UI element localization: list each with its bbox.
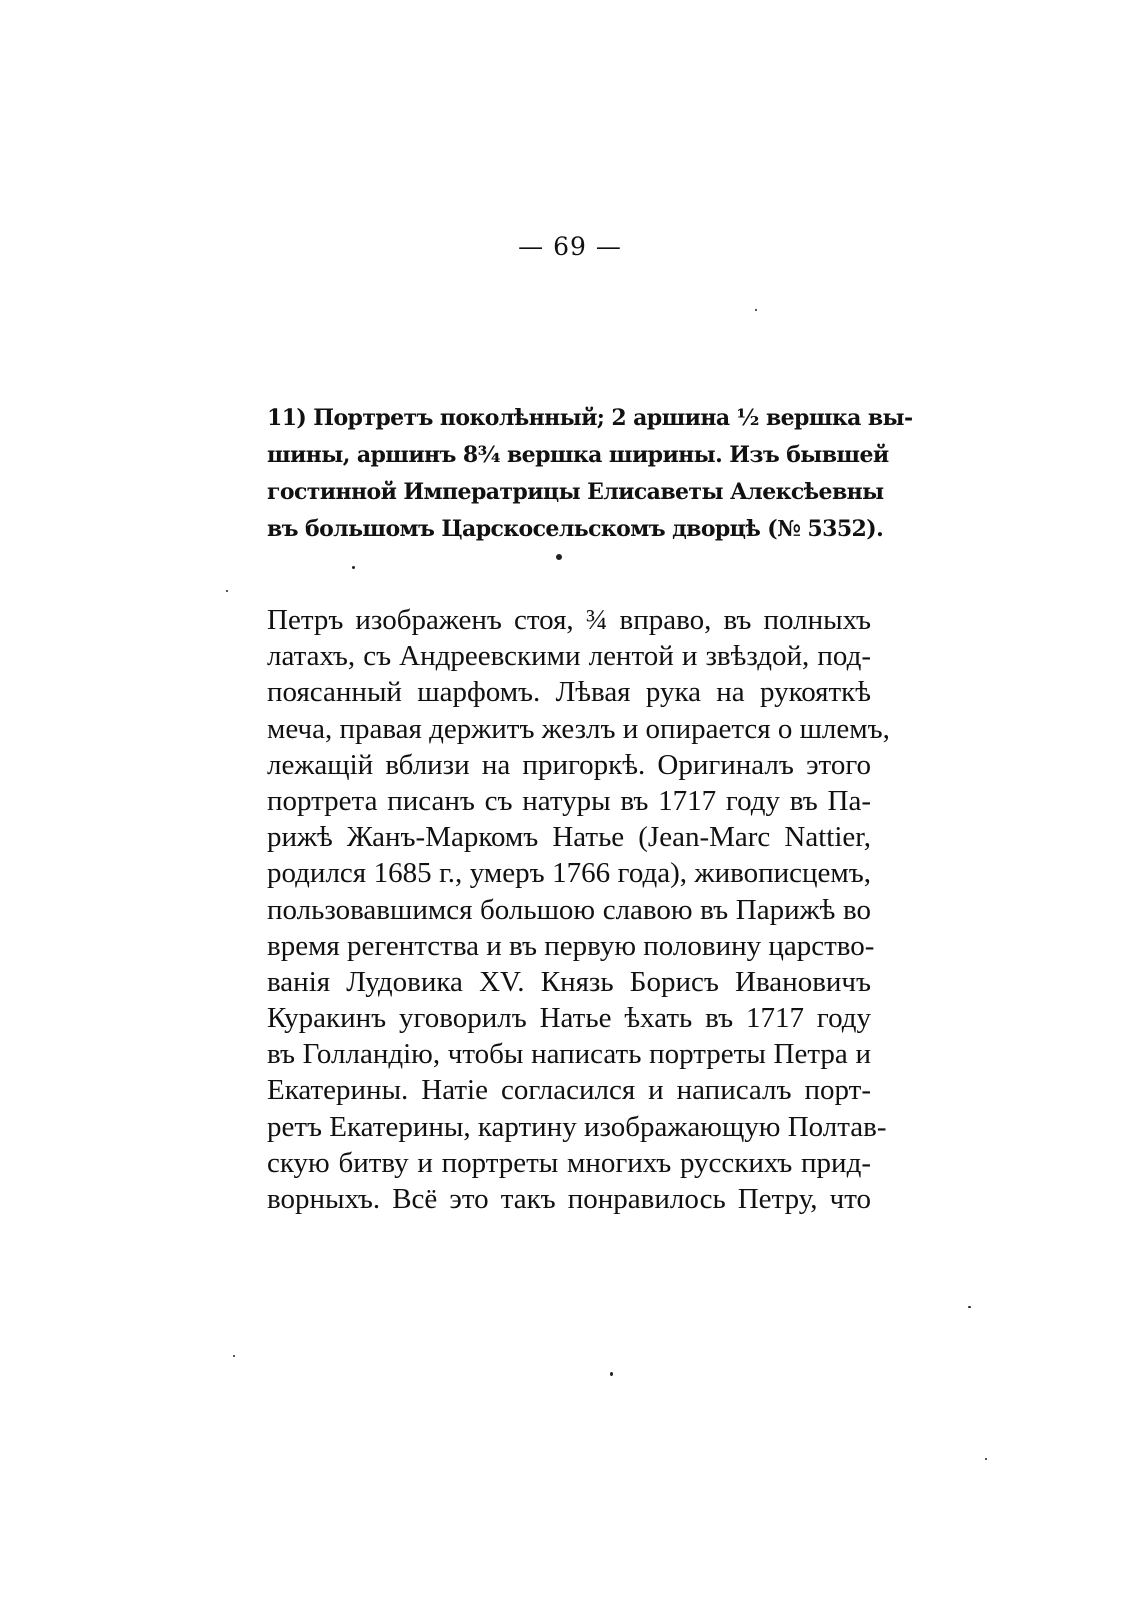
body-line: поясанный шарфомъ. Лѣвая рука на рукояткѣ <box>267 676 871 709</box>
body-line: пользовавшимся большою славою въ Парижѣ во <box>267 893 871 926</box>
body-line: родился 1685 г., умеръ 1766 года), живописцемъ, <box>267 857 871 890</box>
body-line: въ Голландію, чтобы написать портреты Петра и <box>267 1038 871 1071</box>
caption-line: 11) Портретъ поколѣнный; 2 аршина ½ вершка вы- <box>267 405 913 431</box>
scan-speck <box>226 590 228 592</box>
caption-line: шины, аршинъ 8¾ вершка ширины. Изъ бывшей <box>267 442 889 468</box>
body-line: меча, правая держитъ жезлъ и опирается о шлемъ, <box>267 712 890 745</box>
body-line: время регентства и въ первую половину царство- <box>267 929 875 962</box>
page-number: — 69 — <box>518 232 622 261</box>
scan-speck <box>755 309 757 311</box>
scan-speck <box>610 1372 613 1376</box>
body-line: лежащій вблизи на пригоркѣ. Оригиналъ этого <box>267 748 871 781</box>
portrait-caption <box>267 400 913 548</box>
body-line: Куракинъ уговорилъ Натье ѣхать въ 1717 году <box>267 1002 871 1035</box>
caption-line: гостинной Императрицы Елисаветы Алексѣевны <box>267 479 884 505</box>
scan-speck <box>352 566 355 569</box>
body-line: портрета писанъ съ натуры въ 1717 году въ Па- <box>267 784 871 817</box>
body-paragraph <box>267 602 890 1217</box>
body-line: скую битву и портреты многихъ русскихъ прид- <box>267 1146 871 1179</box>
scan-speck <box>968 1306 971 1308</box>
body-line: ворныхъ. Всё это такъ понравилось Петру, что <box>267 1183 871 1215</box>
body-line: латахъ, съ Андреевскими лентой и звѣздой, под- <box>267 640 871 673</box>
body-line: Екатерины. Натіе согласился и написалъ порт- <box>267 1074 871 1107</box>
body-line: ванія Лудовика XV. Князь Борисъ Ивановичъ <box>267 965 871 998</box>
caption-line: въ большомъ Царскосельскомъ дворцѣ (№ 5352). <box>267 516 884 542</box>
body-line: рижѣ Жанъ-Маркомъ Натье (Jean-Marc Nattier, <box>267 821 871 854</box>
scan-speck <box>985 1458 987 1460</box>
scan-speck <box>233 1355 235 1357</box>
body-line: Петръ изображенъ стоя, ¾ вправо, въ полныхъ <box>267 604 871 636</box>
body-line: ретъ Екатерины, картину изображающую Полтав- <box>267 1110 887 1143</box>
scan-speck <box>556 554 562 560</box>
